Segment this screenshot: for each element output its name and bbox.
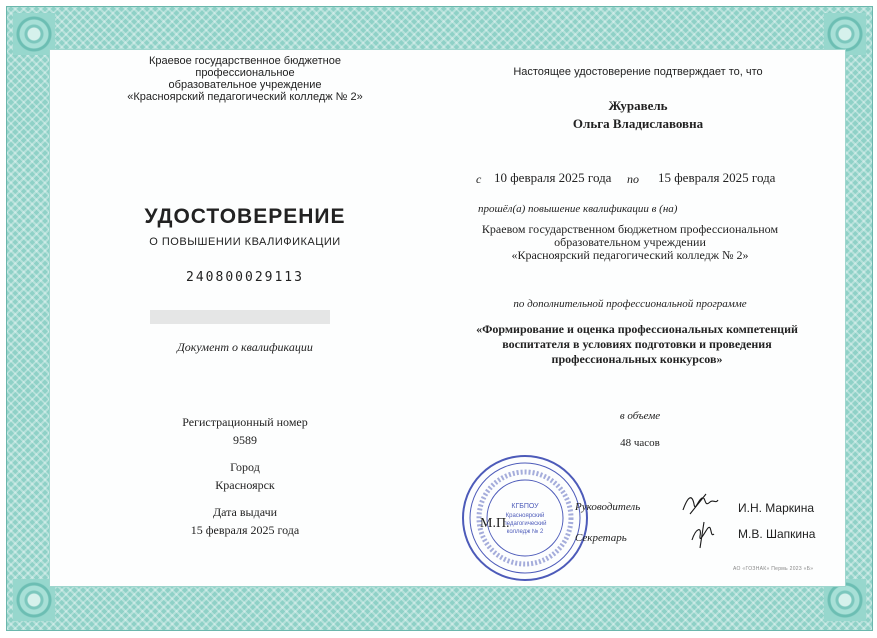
issuer-line: «Красноярский педагогический колледж № 2» [127,91,363,103]
seal-text: педагогический [503,521,547,527]
issue-date-label: Дата выдачи [212,505,278,519]
seal-text: КГБПОУ [511,503,539,510]
program-line: «Формирование и оценка профессиональных компетенций [476,322,798,336]
volume-label: в объеме [619,410,661,422]
organization-line: образовательном учреждении [554,235,706,249]
city-value: Красноярск [215,478,275,492]
head-signature-icon [680,490,720,518]
holder-surname: Журавель [608,98,668,113]
faded-watermark-band [150,308,330,326]
stamp-label: М.П. [480,516,510,531]
registration-label: Регистрационный номер [182,415,308,429]
secretary-signature-icon [688,518,720,550]
registration-number: 9589 [233,433,257,447]
program-hours: 48 часов [620,437,660,449]
head-role: Руководитель [575,501,641,513]
period-from-date: 10 февраля 2025 года [494,170,612,185]
issuer-line: Краевое государственное бюджетное профессиональное [149,55,341,79]
program-line: профессиональных конкурсов» [551,352,723,366]
holder-given-names: Ольга Владиславовна [572,116,704,131]
seal-text: колледж № 2 [506,529,544,535]
certificate-title: УДОСТОВЕРЕНИЕ [144,205,346,228]
issuer-line: образовательное учреждение [168,79,322,91]
organization-block [470,223,790,262]
program-title [462,322,812,367]
passed-text: прошёл(а) повышение квалификации в (на) [478,203,678,215]
organization-line: «Красноярский педагогический колледж № 2» [511,248,749,262]
seal-text: Красноярский [505,513,545,519]
organization-line: Краевом государственном бюджетном профессиональном [481,222,779,236]
document-kind: Документ о квалификации [177,340,313,354]
secretary-name: М.В. Шапкина [738,527,816,541]
certificate-subtitle: О ПОВЫШЕНИИ КВАЛИФИКАЦИИ [149,236,341,248]
secretary-role: Секретарь [575,532,627,544]
program-line: воспитателя в условиях подготовки и проведения [502,337,772,351]
head-name: И.Н. Маркина [738,501,815,515]
period-to-date: 15 февраля 2025 года [658,170,776,185]
printer-mark: АО «ГОЗНАК» Пермь 2023 «Б» [733,566,814,572]
program-label: по дополнительной профессиональной программе [513,298,747,310]
issuer-block [100,55,390,103]
issue-date-value: 15 февраля 2025 года [190,523,300,537]
city-label: Город [230,460,260,474]
certifies-text: Настоящее удостоверение подтверждает то, что [513,66,763,78]
period-to-label: по [627,172,639,186]
period-from-label: с [476,172,482,186]
serial-number: 240800029113 [186,270,304,285]
